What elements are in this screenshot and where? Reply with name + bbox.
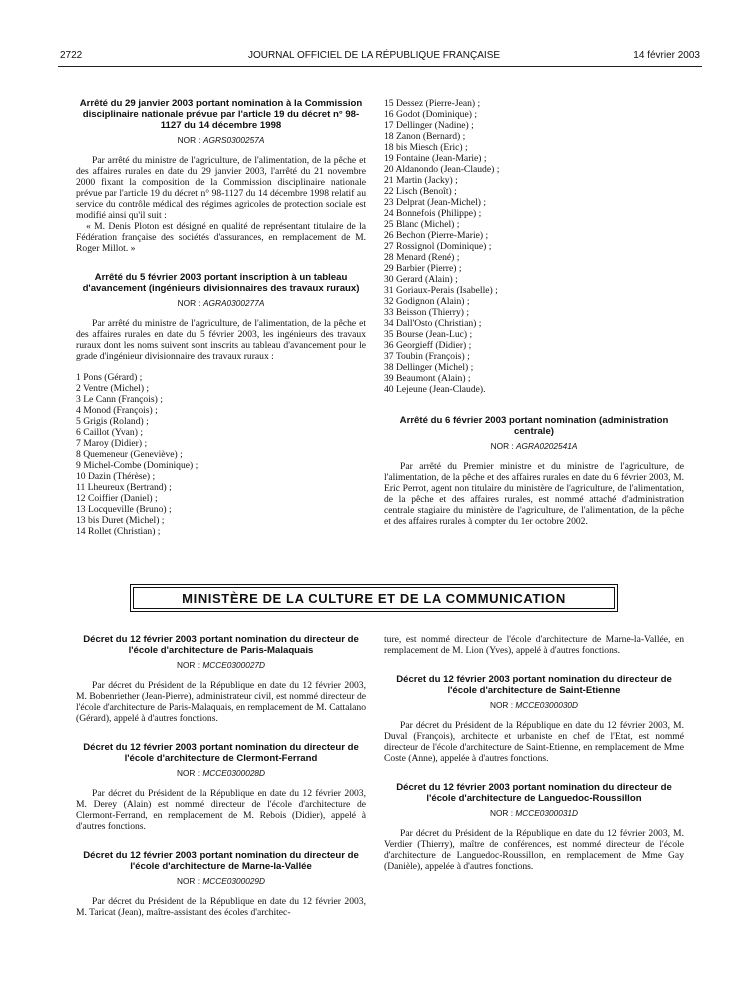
list-item: 6 Caillot (Yvan) ; [76, 427, 143, 438]
list-item: 7 Maroy (Didier) ; [76, 438, 148, 449]
list-item: 26 Bechon (Pierre-Marie) ; [384, 230, 489, 241]
list-item: 4 Monod (François) ; [76, 405, 158, 416]
list-item: 21 Martin (Jacky) ; [384, 175, 458, 186]
list-item: 14 Rollet (Christian) ; [76, 526, 161, 537]
page-number: 2722 [60, 50, 83, 61]
left-column-top [76, 98, 366, 537]
nor-code: AGRS0300257A [203, 135, 265, 145]
list-item: 35 Bourse (Jean-Luc) ; [384, 329, 473, 340]
right-column-top [384, 98, 684, 527]
arrete-3-nor [384, 441, 684, 452]
left-column-bottom [76, 634, 366, 918]
list-item: 30 Gerard (Alain) ; [384, 274, 458, 285]
ministry-title: MINISTÈRE DE LA CULTURE ET DE LA COMMUNICATION [182, 590, 566, 606]
list-item: 12 Coiffier (Daniel) ; [76, 493, 158, 504]
decret-1-body: Par décret du Président de la République en date du 12 février 2003, M. Bobenriether (Jean-Pierre), administrateur civil, est nommé directeur de l'école d'architecture de Paris-Malaquais, en remplacement de M. Cattalano (Gérard), appelé à d'autres fonctions. [76, 680, 366, 724]
decret-2-nor [76, 768, 366, 779]
decret-5-title: Décret du 12 février 2003 portant nomination du directeur de l'école d'architecture de Languedoc-Roussillon [396, 782, 672, 804]
nor-label: NOR : [176, 660, 203, 670]
nor-code: MCCE0300027D [202, 660, 266, 670]
right-column-bottom [384, 634, 684, 872]
ministry-banner [130, 584, 618, 612]
list-item: 18 Zanon (Bernard) ; [384, 131, 466, 142]
decret-4-body: Par décret du Président de la République en date du 12 février 2003, M. Duval (François), architecte et urbaniste en chef de l'Etat, est nommé directeur de l'école d'architecture de Saint-Etienne, en remplacement de Mme Coste (Anne), appelée à d'autres fonctions. [384, 720, 684, 764]
nor-label: NOR : [490, 441, 516, 451]
list-item: 5 Grigis (Roland) ; [76, 416, 149, 427]
decret-3-continuation: ture, est nommé directeur de l'école d'architecture de Marne-la-Vallée, en remplacement de M. Lion (Yves), appelé à d'autres fonctions. [384, 634, 684, 656]
header-rule [58, 66, 702, 67]
list-item: 13 Locqueville (Bruno) ; [76, 504, 172, 515]
decret-3-title: Décret du 12 février 2003 portant nomination du directeur de l'école d'architecture de Marne-la-Vallée [83, 850, 359, 872]
list-item: 16 Godot (Dominique) ; [384, 109, 477, 120]
decret-5-body: Par décret du Président de la République en date du 12 février 2003, M. Verdier (Thierry), maître de conférences, est nommé directeur de l'école d'architecture de Languedoc-Roussillon, en remplacement de Mme Gay (Danièle), appelée à d'autres fonctions. [384, 828, 684, 872]
list-item: 22 Lisch (Benoît) ; [384, 186, 457, 197]
nor-label: NOR : [176, 876, 203, 886]
arrete-3-title: Arrêté du 6 février 2003 portant nomination (administration centrale) [399, 415, 669, 437]
list-item: 9 Michel-Combe (Dominique) ; [76, 460, 199, 471]
arrete-2-nor [76, 298, 366, 309]
decret-4-nor [384, 700, 684, 711]
list-item: 36 Georgieff (Didier) ; [384, 340, 472, 351]
list-item: 1 Pons (Gérard) ; [76, 372, 143, 383]
nor-code: MCCE0300028D [202, 768, 266, 778]
advancement-list-left [76, 372, 366, 537]
list-item: 11 Lheureux (Bertrand) ; [76, 482, 172, 493]
list-item: 38 Dellinger (Michel) ; [384, 362, 474, 373]
list-item: 20 Aldanondo (Jean-Claude) ; [384, 164, 500, 175]
list-item: 28 Menard (René) ; [384, 252, 460, 263]
list-item: 15 Dessez (Pierre-Jean) ; [384, 98, 481, 109]
list-item: 10 Dazin (Thérèse) ; [76, 471, 156, 482]
list-item: 29 Barbier (Pierre) ; [384, 263, 462, 274]
advancement-list-right [384, 98, 684, 395]
list-item: 27 Rossignol (Dominique) ; [384, 241, 492, 252]
list-item: 2 Ventre (Michel) ; [76, 383, 150, 394]
nor-label: NOR : [489, 808, 516, 818]
list-item: 3 Le Cann (François) ; [76, 394, 163, 405]
list-item: 33 Beisson (Thierry) ; [384, 307, 469, 318]
arrete-2-title: Arrêté du 5 février 2003 portant inscription à un tableau d'avancement (ingénieurs divisionnaires des travaux ruraux) [82, 272, 360, 294]
decret-2-title: Décret du 12 février 2003 portant nomination du directeur de l'école d'architecture de Clermont-Ferrand [83, 742, 359, 764]
nor-code: MCCE0300030D [515, 700, 579, 710]
decret-5-nor [384, 808, 684, 819]
arrete-1-quote: « M. Denis Ploton est désigné en qualité de représentant titulaire de la Fédération française des sociétés d'assurances, en remplacement de M. Roger Millot. » [76, 221, 366, 254]
decret-2-body: Par décret du Président de la République en date du 12 février 2003, M. Derey (Alain) est nommé directeur de l'école d'architecture de Clermont-Ferrand, en remplacement de M. Rebois (Didier), appelé à d'autres fonctions. [76, 788, 366, 832]
list-item: 40 Lejeune (Jean-Claude). [384, 384, 486, 395]
nor-label: NOR : [176, 768, 203, 778]
arrete-2-body: Par arrêté du ministre de l'agriculture, de l'alimentation, de la pêche et des affaires rurales en date du 5 février 2003, les ingénieurs des travaux ruraux dont les noms suivent sont inscrits au tableau d'avancement pour le grade d'ingénieur divisionnaire des travaux ruraux : [76, 318, 366, 362]
list-item: 24 Bonnefois (Philippe) ; [384, 208, 482, 219]
decret-3-nor [76, 876, 366, 887]
nor-label: NOR : [177, 135, 203, 145]
journal-title: JOURNAL OFFICIEL DE LA RÉPUBLIQUE FRANÇAISE [247, 50, 501, 61]
list-item: 31 Goriaux-Perais (Isabelle) ; [384, 285, 498, 296]
list-item: 17 Dellinger (Nadine) ; [384, 120, 474, 131]
list-item: 32 Godignon (Alain) ; [384, 296, 470, 307]
nor-code: MCCE0300029D [202, 876, 266, 886]
arrete-1-nor [76, 135, 366, 146]
issue-date: 14 février 2003 [633, 50, 700, 61]
arrete-1-body: Par arrêté du ministre de l'agriculture, de l'alimentation, de la pêche et des affaires rurales en date du 29 janvier 2003, l'arrêté du 21 novembre 2000 fixant la composition de la Commission disciplinaire nationale prévue par l'article 19 du décret n° 98-1127 du 14 décembre 1998 relatif au service du contrôle médical des régimes agricoles de protection sociale est modifié ainsi qu'il suit : [76, 155, 366, 221]
nor-code: MCCE0300031D [515, 808, 579, 818]
list-item: 34 Dall'Osto (Christian) ; [384, 318, 482, 329]
arrete-3-body: Par arrêté du Premier ministre et du ministre de l'agriculture, de l'alimentation, de la pêche et des affaires rurales en date du 6 février 2003, M. Eric Perrot, agent non titulaire du ministère de l'agriculture, de l'alimentation, de la pêche et des affaires rurales, est nommé attaché d'administration centrale stagiaire du ministère de l'agriculture, de l'alimentation, de la pêche et des affaires rurales à compter du 1er octobre 2002. [384, 461, 684, 527]
decret-3-body: Par décret du Président de la République en date du 12 février 2003, M. Taricat (Jean), maître-assistant des écoles d'architec- [76, 896, 366, 918]
decret-1-nor [76, 660, 366, 671]
list-item: 13 bis Duret (Michel) ; [76, 515, 165, 526]
list-item: 39 Beaumont (Alain) ; [384, 373, 471, 384]
list-item: 23 Delprat (Jean-Michel) ; [384, 197, 487, 208]
list-item: 25 Blanc (Michel) ; [384, 219, 460, 230]
nor-code: AGRA0202541A [516, 441, 578, 451]
list-item: 19 Fontaine (Jean-Marie) ; [384, 153, 487, 164]
decret-1-title: Décret du 12 février 2003 portant nomination du directeur de l'école d'architecture de Paris-Malaquais [83, 634, 359, 656]
nor-label: NOR : [177, 298, 203, 308]
nor-code: AGRA0300277A [203, 298, 265, 308]
list-item: 37 Toubin (François) ; [384, 351, 470, 362]
list-item: 18 bis Miesch (Eric) ; [384, 142, 468, 153]
decret-4-title: Décret du 12 février 2003 portant nomination du directeur de l'école d'architecture de Saint-Etienne [396, 674, 672, 696]
arrete-1-title: Arrêté du 29 janvier 2003 portant nomination à la Commission disciplinaire nationale prévue par l'article 19 du décret n° 98-1127 du 14 décembre 1998 [79, 98, 363, 131]
nor-label: NOR : [489, 700, 516, 710]
list-item: 8 Quemeneur (Geneviève) ; [76, 449, 183, 460]
